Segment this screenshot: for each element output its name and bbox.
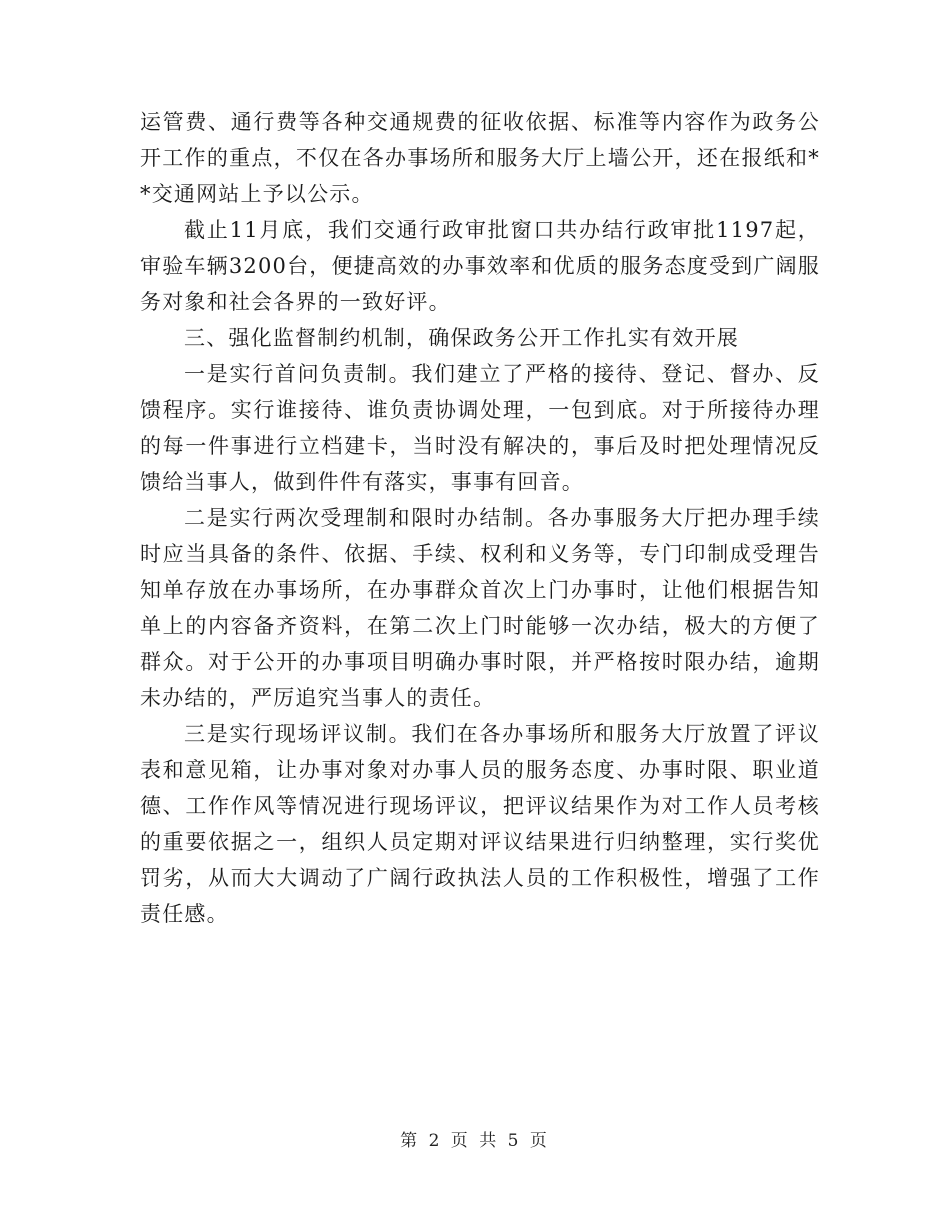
paragraph-onsite-evaluation: 三是实行现场评议制。我们在各办事场所和服务大厅放置了评议表和意见箱，让办事对象对办事人员的服务态度、办事时限、职业道德、工作作风等情况进行现场评议，把评议结果作为对工作人员考核的重要依据之一，组织人员定期对评议结果进行归纳整理，实行奖优罚劣，从而大大调动了广阔行政执法人员的工作积极性，增强了工作责任感。: [140, 722, 820, 926]
page-number-footer: 第 2 页 共 5 页: [400, 1131, 550, 1151]
document-body: [140, 104, 820, 932]
paragraph-continuation: 运管费、通行费等各种交通规费的征收依据、标准等内容作为政务公开工作的重点，不仅在各办事场所和服务大厅上墙公开，还在报纸和**交通网站上予以公示。: [140, 110, 820, 206]
paragraph-first-responsibility: 一是实行首问负责制。我们建立了严格的接待、登记、督办、反馈程序。实行谁接待、谁负责协调处理，一包到底。对于所接待办理的每一件事进行立档建卡，当时没有解决的，事后及时把处理情况反馈给当事人，做到件件有落实，事事有回音。: [140, 362, 820, 494]
paragraph-two-acceptance: 二是实行两次受理制和限时办结制。各办事服务大厅把办理手续时应当具备的条件、依据、手续、权利和义务等，专门印制成受理告知单存放在办事场所，在办事群众首次上门办事时，让他们根据告知单上的内容备齐资料，在第二次上门时能够一次办结，极大的方便了群众。对于公开的办事项目明确办事时限，并严格按时限办结，逾期未办结的，严厉追究当事人的责任。: [140, 506, 820, 710]
section-heading: 三、强化监督制约机制，确保政务公开工作扎实有效开展: [184, 326, 739, 350]
paragraph-statistics: 截止11月底，我们交通行政审批窗口共办结行政审批1197起，审验车辆3200台，便捷高效的办事效率和优质的服务态度受到广阔服务对象和社会各界的一致好评。: [140, 218, 820, 314]
